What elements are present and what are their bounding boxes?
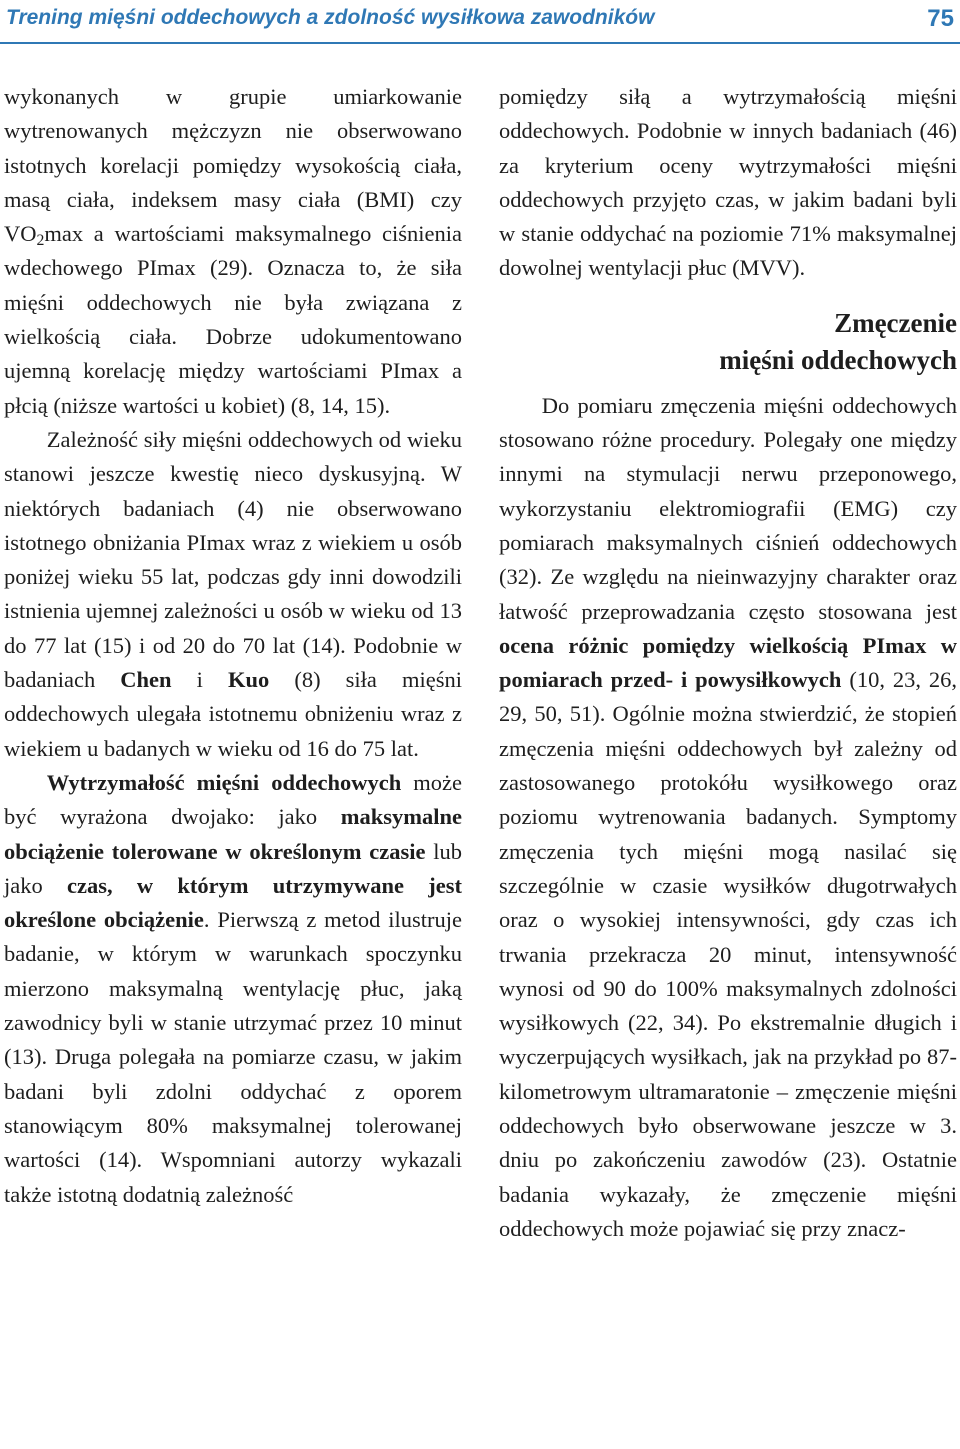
running-title: Trening mięśni oddechowych a zdolność wysiłkowa zawodników xyxy=(6,6,655,29)
heading-line: mięśni oddechowych xyxy=(719,344,957,375)
text-run: Do pomiaru zmęczenia mięśni oddechowych stosowano różne procedury. Polegały one między innymi na stymulacji nerwu przeponowego, wykorzystaniu elektromiografii (EMG) czy pomiarach maksymalnych ciśnień oddechowych (32). Ze względu na nieinwazyjny charakter oraz łatwość przeprowadzania często stosowana jest xyxy=(499,392,957,624)
text-run: pomiędzy siłą a wytrzymałością mięśni oddechowych. Podobnie w innych badaniach (46) za kryterium oceny wytrzymałości mięśni oddechowych przyjęto czas, w jakim badani byli w stanie oddychać na poziomie 71% maksymalnej dowolnej wentylacji płuc (MVV). xyxy=(499,84,957,281)
text-run: i xyxy=(171,667,228,693)
heading-line: Zmęczenie xyxy=(834,307,957,338)
bold-term: czas, w którym utrzymywane jest określone obciążenie xyxy=(4,872,462,933)
page-number: 75 xyxy=(927,5,954,32)
paragraph-endurance-continued xyxy=(499,80,957,286)
bold-term: ocena różnic pomiędzy wielkością PImax w pomiarach przed- i powysiłkowych xyxy=(499,632,957,693)
text-run: lub jako xyxy=(4,838,462,898)
text-run: max a wartościami maksymalnego ciśnienia wdechowego PImax (29). Oznacza to, że siła mięśni oddechowych nie była związana z wielkością ciała. Dobrze udokumentowano ujemną korelację między wartościami PImax a płcią (niższe wartości u kobiet) (8, 14, 15). xyxy=(4,221,462,418)
header-rule xyxy=(0,42,960,44)
text-run: (8) siła mięśni oddechowych ulegała istotnemu obniżeniu wraz z wiekiem u badanych w wieku od 16 do 75 lat. xyxy=(4,667,463,761)
text-run: . Pierwszą z metod ilustruje badanie, w którym w warunkach spoczynku mierzono maksymalną wentylację płuc, jaką zawodnicy byli w stanie utrzymać przez 10 minut (13). Druga polegała na pomiarze czasu, w jakim badani byli zdolni oddychać z oporem stanowiącym 80% maksymalnej tolerowanej wartości (14). Wspomniani autorzy wykazali także istotną dodatnią zależność xyxy=(4,907,462,1207)
subscript: 2 xyxy=(36,232,45,250)
section-heading xyxy=(499,305,957,379)
text-run: (10, 23, 26, 29, 50, 51). Ogólnie można stwierdzić, że stopień zmęczenia mięśni oddechowych był zależny od zastosowanego protokółu wysiłkowego oraz poziomu wytrenowania badanych. Symptomy zmęczenia tych mięśni mogą nasilać się szczególnie w czasie wysiłków długotrwałych oraz o wysokiej intensywności, gdy czas ich trwania przekracza 20 minut, intensywność wynosi od 90 do 100% maksymalnych zdolności wysiłkowych (22, 34). Po ekstremalnie długich i wyczerpujących wysiłkach, jak na przykład po 87-kilometrowym ultramaratonie – zmęczenie mięśni oddechowych było obserwowane jeszcze w 3. dniu po zakończeniu zawodów (23). Ostatnie badania wykazały, że zmęczenie mięśni oddechowych może pojawiać się przy znacz- xyxy=(499,667,957,1241)
paragraph-age-dependence xyxy=(4,423,462,766)
paragraph-endurance xyxy=(4,766,462,1212)
text-run: może być wyrażona dwojako: jako xyxy=(4,769,462,830)
bold-term: maksymalne obciążenie tolerowane w określonym czasie xyxy=(4,804,462,864)
text-run: Zależność siły mięśni oddechowych od wieku stanowi jeszcze kwestię nieco dyskusyjną. W niektórych badaniach (4) nie obserwowano istotnego obniżania PImax wraz z wiekiem u osób poniżej wieku 55 lat, podczas gdy inni dowodzili istnienia ujemnej zależności u osób w wieku od 13 do 77 lat (15) i od 20 do 70 lat (14). Podobnie w badaniach xyxy=(4,426,462,693)
paragraph-body-size xyxy=(4,80,462,423)
running-header xyxy=(0,0,960,44)
paragraph-fatigue xyxy=(499,389,957,1246)
left-column xyxy=(4,80,462,1212)
bold-term: Wytrzymałość mięśni oddechowych xyxy=(46,769,402,795)
author-name: Chen xyxy=(120,667,172,693)
right-column xyxy=(499,80,957,1246)
author-name: Kuo xyxy=(228,667,270,693)
text-run: wykonanych w grupie umiarkowanie wytrenowanych mężczyzn nie obserwowano istotnych korelacji pomiędzy wysokością ciała, masą ciała, indeksem masy ciała (BMI) czy VO xyxy=(4,84,462,247)
